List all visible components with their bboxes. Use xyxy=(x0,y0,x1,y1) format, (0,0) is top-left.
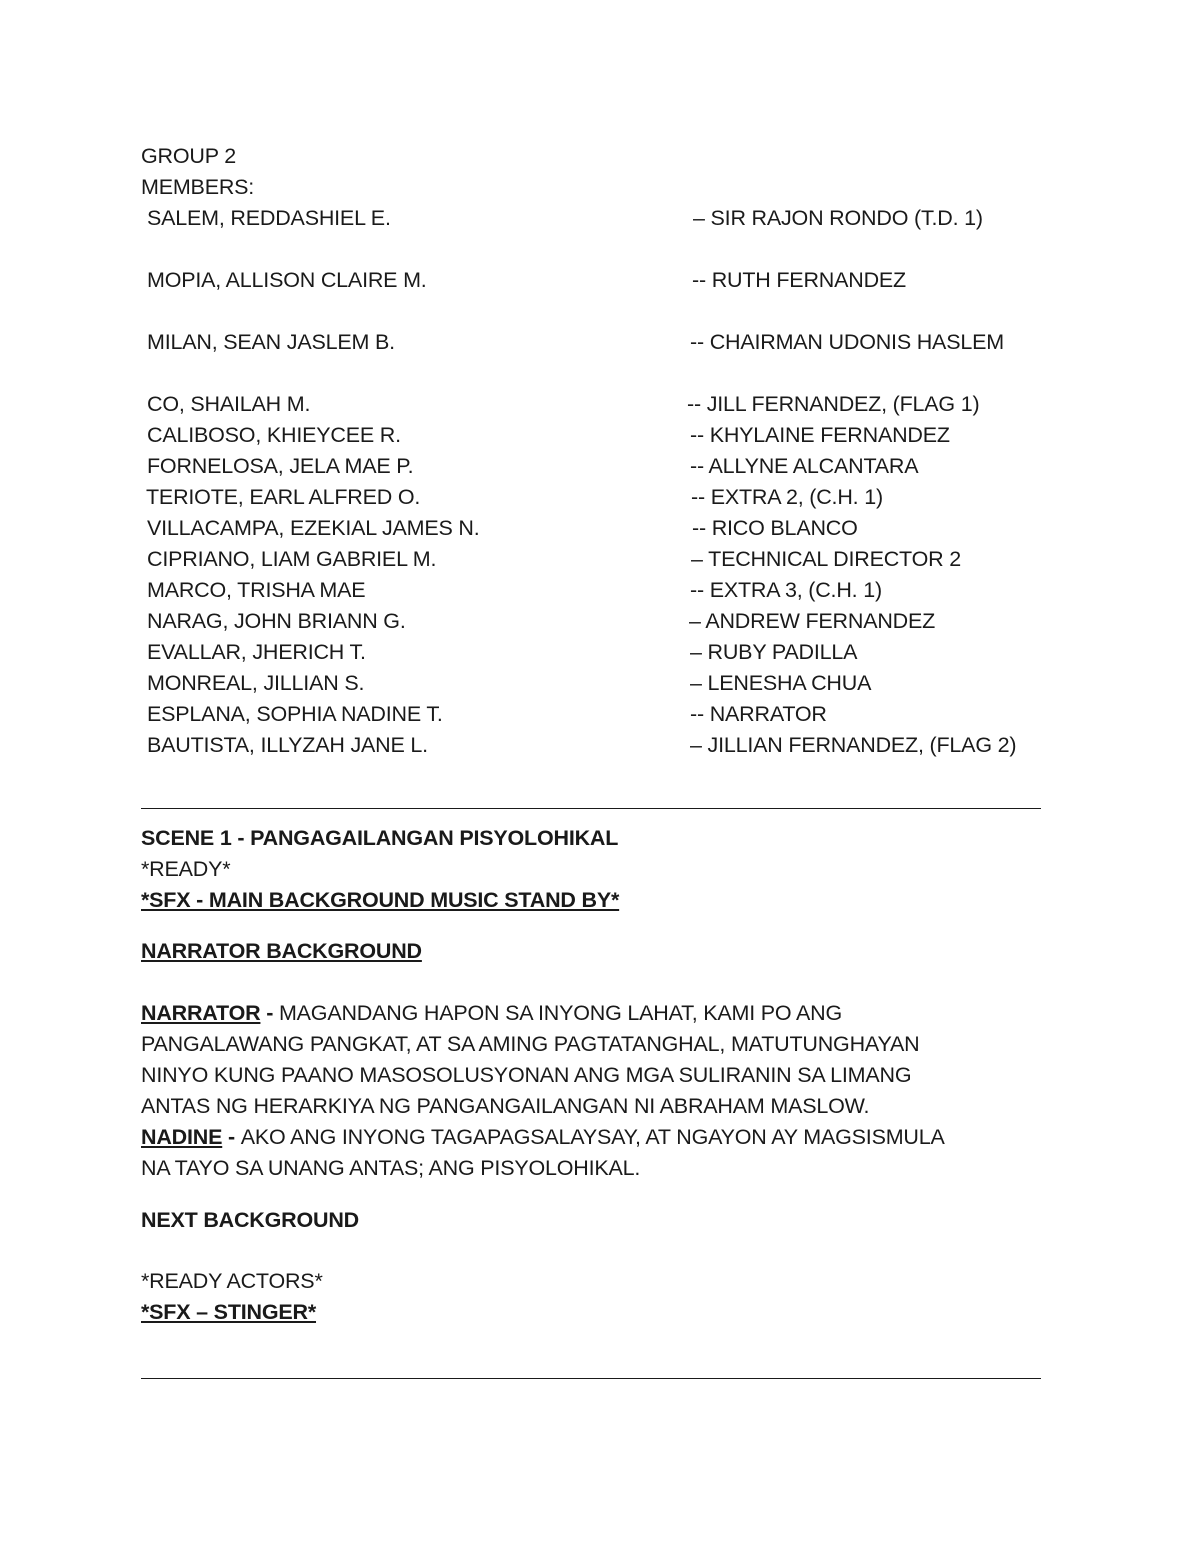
member-role: – JILLIAN FERNANDEZ, (FLAG 2) xyxy=(690,733,1017,757)
dialogue-text: AKO ANG INYONG TAGAPAGSALAYSAY, AT NGAYON AY MAGSISMULA xyxy=(240,1125,945,1149)
member-name: ESPLANA, SOPHIA NADINE T. xyxy=(147,702,443,726)
nadine-speaker: NADINE xyxy=(141,1125,223,1149)
member-name: CALIBOSO, KHIEYCEE R. xyxy=(147,423,401,447)
member-role: – RUBY PADILLA xyxy=(690,640,858,664)
member-role: – SIR RAJON RONDO (T.D. 1) xyxy=(693,206,983,230)
dialogue-text: PANGALAWANG PANGKAT, AT SA AMING PAGTATANGHAL, MATUTUNGHAYAN xyxy=(141,1032,920,1056)
member-name: MOPIA, ALLISON CLAIRE M. xyxy=(147,268,427,292)
speaker-separator: - xyxy=(260,1001,279,1025)
member-role: -- CHAIRMAN UDONIS HASLEM xyxy=(690,330,1004,354)
ready-actors-cue: *READY ACTORS* xyxy=(141,1269,323,1293)
section-divider xyxy=(141,1378,1041,1379)
members-label: MEMBERS: xyxy=(141,175,255,199)
member-role: -- ALLYNE ALCANTARA xyxy=(690,454,919,478)
dialogue-text: ANTAS NG HERARKIYA NG PANGANGAILANGAN NI ABRAHAM MASLOW. xyxy=(141,1094,870,1118)
member-name: CIPRIANO, LIAM GABRIEL M. xyxy=(147,547,437,571)
member-name: CO, SHAILAH M. xyxy=(147,392,311,416)
member-role: -- JILL FERNANDEZ, (FLAG 1) xyxy=(687,392,980,416)
member-role: – ANDREW FERNANDEZ xyxy=(689,609,936,633)
member-name: MARCO, TRISHA MAE xyxy=(147,578,366,602)
member-name: BAUTISTA, ILLYZAH JANE L. xyxy=(147,733,428,757)
group-heading: GROUP 2 xyxy=(141,144,236,168)
dialogue-text: NINYO KUNG PAANO MASOSOLUSYONAN ANG MGA SULIRANIN SA LIMANG xyxy=(141,1063,912,1087)
member-name: FORNELOSA, JELA MAE P. xyxy=(147,454,414,478)
dialogue-text: MAGANDANG HAPON SA INYONG LAHAT, KAMI PO ANG xyxy=(278,1001,843,1025)
speaker-separator: - xyxy=(222,1125,241,1149)
sfx-stinger-cue: *SFX – STINGER* xyxy=(141,1300,317,1324)
member-name: MONREAL, JILLIAN S. xyxy=(147,671,365,695)
member-name: MILAN, SEAN JASLEM B. xyxy=(147,330,395,354)
member-name: TERIOTE, EARL ALFRED O. xyxy=(146,485,421,509)
narrator-background-cue: NARRATOR BACKGROUND xyxy=(141,939,422,963)
member-role: -- KHYLAINE FERNANDEZ xyxy=(690,423,950,447)
nadine-line xyxy=(141,1124,945,1150)
narrator-line xyxy=(141,1000,842,1026)
member-role: – TECHNICAL DIRECTOR 2 xyxy=(691,547,961,571)
section-divider xyxy=(141,808,1041,809)
member-role: -- NARRATOR xyxy=(690,702,827,726)
ready-cue: *READY* xyxy=(141,857,231,881)
member-role: – LENESHA CHUA xyxy=(690,671,872,695)
member-name: SALEM, REDDASHIEL E. xyxy=(147,206,391,230)
member-role: -- RUTH FERNANDEZ xyxy=(692,268,906,292)
next-background-cue: NEXT BACKGROUND xyxy=(141,1208,359,1232)
member-role: -- RICO BLANCO xyxy=(692,516,858,540)
member-name: NARAG, JOHN BRIANN G. xyxy=(147,609,406,633)
sfx-main-cue: *SFX - MAIN BACKGROUND MUSIC STAND BY* xyxy=(141,888,620,912)
member-name: VILLACAMPA, EZEKIAL JAMES N. xyxy=(147,516,480,540)
member-role: -- EXTRA 2, (C.H. 1) xyxy=(691,485,883,509)
dialogue-text: NA TAYO SA UNANG ANTAS; ANG PISYOLOHIKAL. xyxy=(141,1156,641,1180)
member-role: -- EXTRA 3, (C.H. 1) xyxy=(690,578,882,602)
member-name: EVALLAR, JHERICH T. xyxy=(147,640,366,664)
narrator-speaker: NARRATOR xyxy=(141,1001,261,1025)
scene-title: SCENE 1 - PANGAGAILANGAN PISYOLOHIKAL xyxy=(141,826,619,850)
